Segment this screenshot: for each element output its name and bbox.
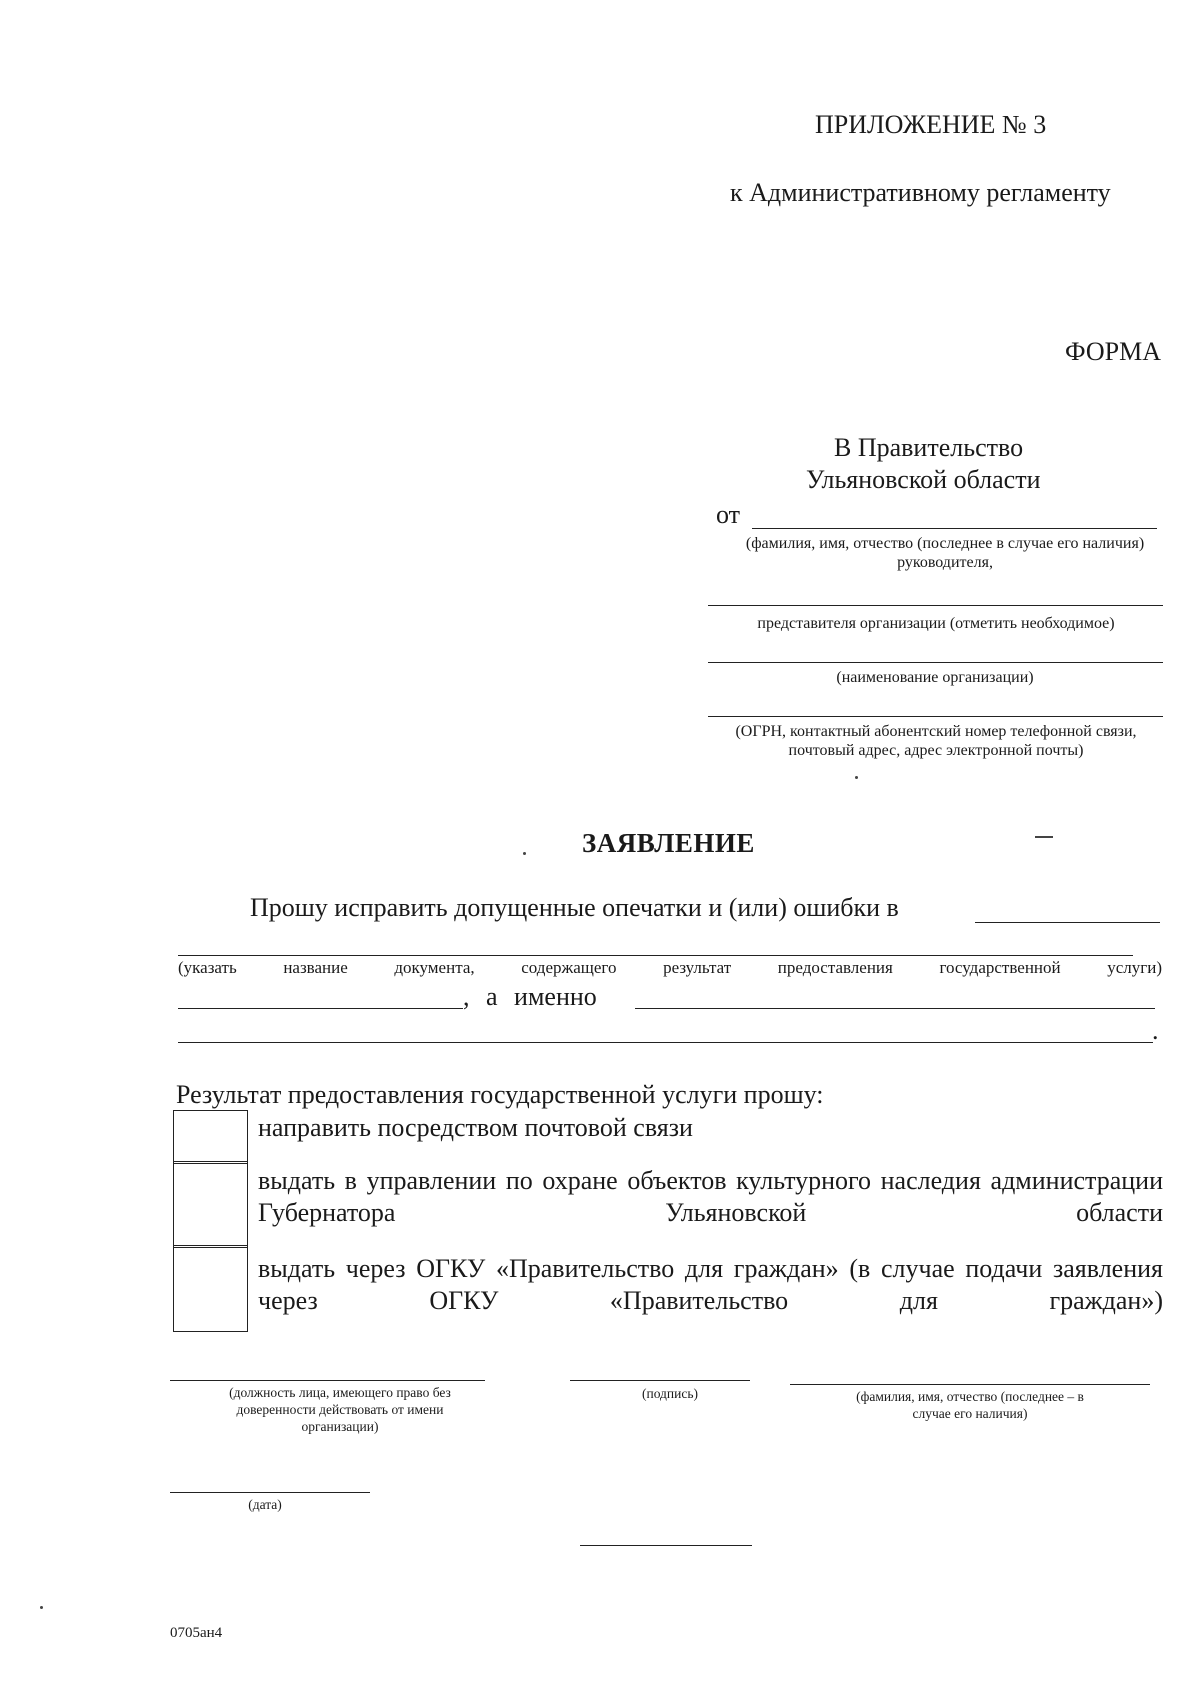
caption-contacts: (ОГРН, контактный абонентский номер телефонной связи, почтовый адрес, адрес электронной почты) <box>735 723 1137 759</box>
period-mark: . <box>1152 1016 1159 1045</box>
caption-word: предоставления <box>777 958 893 977</box>
caption-signature: (подпись) <box>641 1386 699 1401</box>
errors-line-field[interactable] <box>635 1008 1155 1009</box>
caption-word: (указать <box>178 958 237 977</box>
addressee-line-2: Ульяновской области <box>806 465 1041 494</box>
caption-word: услуги) <box>1107 958 1162 977</box>
document-name-line-field-2[interactable] <box>178 955 1133 956</box>
scan-mark <box>1035 836 1053 838</box>
caption-word: государственной <box>939 958 1061 977</box>
representative-line-field[interactable] <box>708 605 1163 606</box>
caption-word: результат <box>663 958 732 977</box>
fio-line-field[interactable] <box>790 1384 1150 1385</box>
appendix-to-regulation: к Административному регламенту <box>730 178 1111 207</box>
caption-org-name: (наименование организации) <box>836 669 1034 686</box>
delivery-option-office-checkbox[interactable] <box>173 1161 248 1248</box>
caption-word: содержащего <box>521 958 617 977</box>
caption-word: документа, <box>394 958 475 977</box>
org-name-line-field[interactable] <box>708 662 1163 663</box>
caption-representative: представителя организации (отметить необходимое) <box>757 615 1115 632</box>
caption-position: (должность лица, имеющего право без доверенности действовать от имени организации) <box>229 1385 451 1434</box>
errors-line-field-2[interactable] <box>178 1042 1153 1043</box>
date-line-field[interactable] <box>170 1492 370 1493</box>
scan-speck <box>855 776 858 779</box>
signature-line-field[interactable] <box>570 1380 750 1381</box>
caption-fio: (фамилия, имя, отчество (последнее в случае его наличия) руководителя, <box>745 535 1145 571</box>
addressee-line-1: В Правительство <box>834 433 1024 462</box>
from-line-field[interactable] <box>752 528 1157 529</box>
delivery-heading: Результат предоставления государственной услуги прошу: <box>176 1080 824 1109</box>
delivery-option-mfc-checkbox[interactable] <box>173 1245 248 1332</box>
appendix-number: ПРИЛОЖЕНИЕ № 3 <box>815 110 1047 139</box>
delivery-option-mfc-label: выдать через ОГКУ «Правительство для граждан» (в случае подачи заявления через ОГКУ «Правительство для граждан») <box>258 1254 1163 1315</box>
caption-date: (дата) <box>248 1497 282 1512</box>
delivery-option-office-label: выдать в управлении по охране объектов культурного наследия администрации Губернатора Ульяновской области <box>258 1166 1163 1227</box>
from-prefix: от <box>716 500 741 529</box>
scan-speck <box>523 852 526 855</box>
request-text: Прошу исправить допущенные опечатки и (или) ошибки в <box>250 893 899 922</box>
document-code: 0705ан4 <box>170 1625 223 1641</box>
caption-document <box>178 958 1162 978</box>
blank-line-field[interactable] <box>580 1545 752 1546</box>
delivery-option-post-checkbox[interactable] <box>173 1110 248 1164</box>
contacts-line-field[interactable] <box>708 716 1163 717</box>
caption-word: название <box>283 958 348 977</box>
delivery-option-post-label: направить посредством почтовой связи <box>258 1113 693 1142</box>
document-name-line-field-3[interactable] <box>178 1008 463 1009</box>
document-name-line-field[interactable] <box>975 922 1160 923</box>
statement-title: ЗАЯВЛЕНИЕ <box>582 828 755 858</box>
form-label: ФОРМА <box>1065 337 1161 366</box>
namely-text: , а именно <box>463 982 597 1011</box>
scan-speck <box>40 1606 43 1609</box>
position-line-field[interactable] <box>170 1380 485 1381</box>
caption-signer-fio: (фамилия, имя, отчество (последнее – в случае его наличия) <box>856 1389 1084 1421</box>
